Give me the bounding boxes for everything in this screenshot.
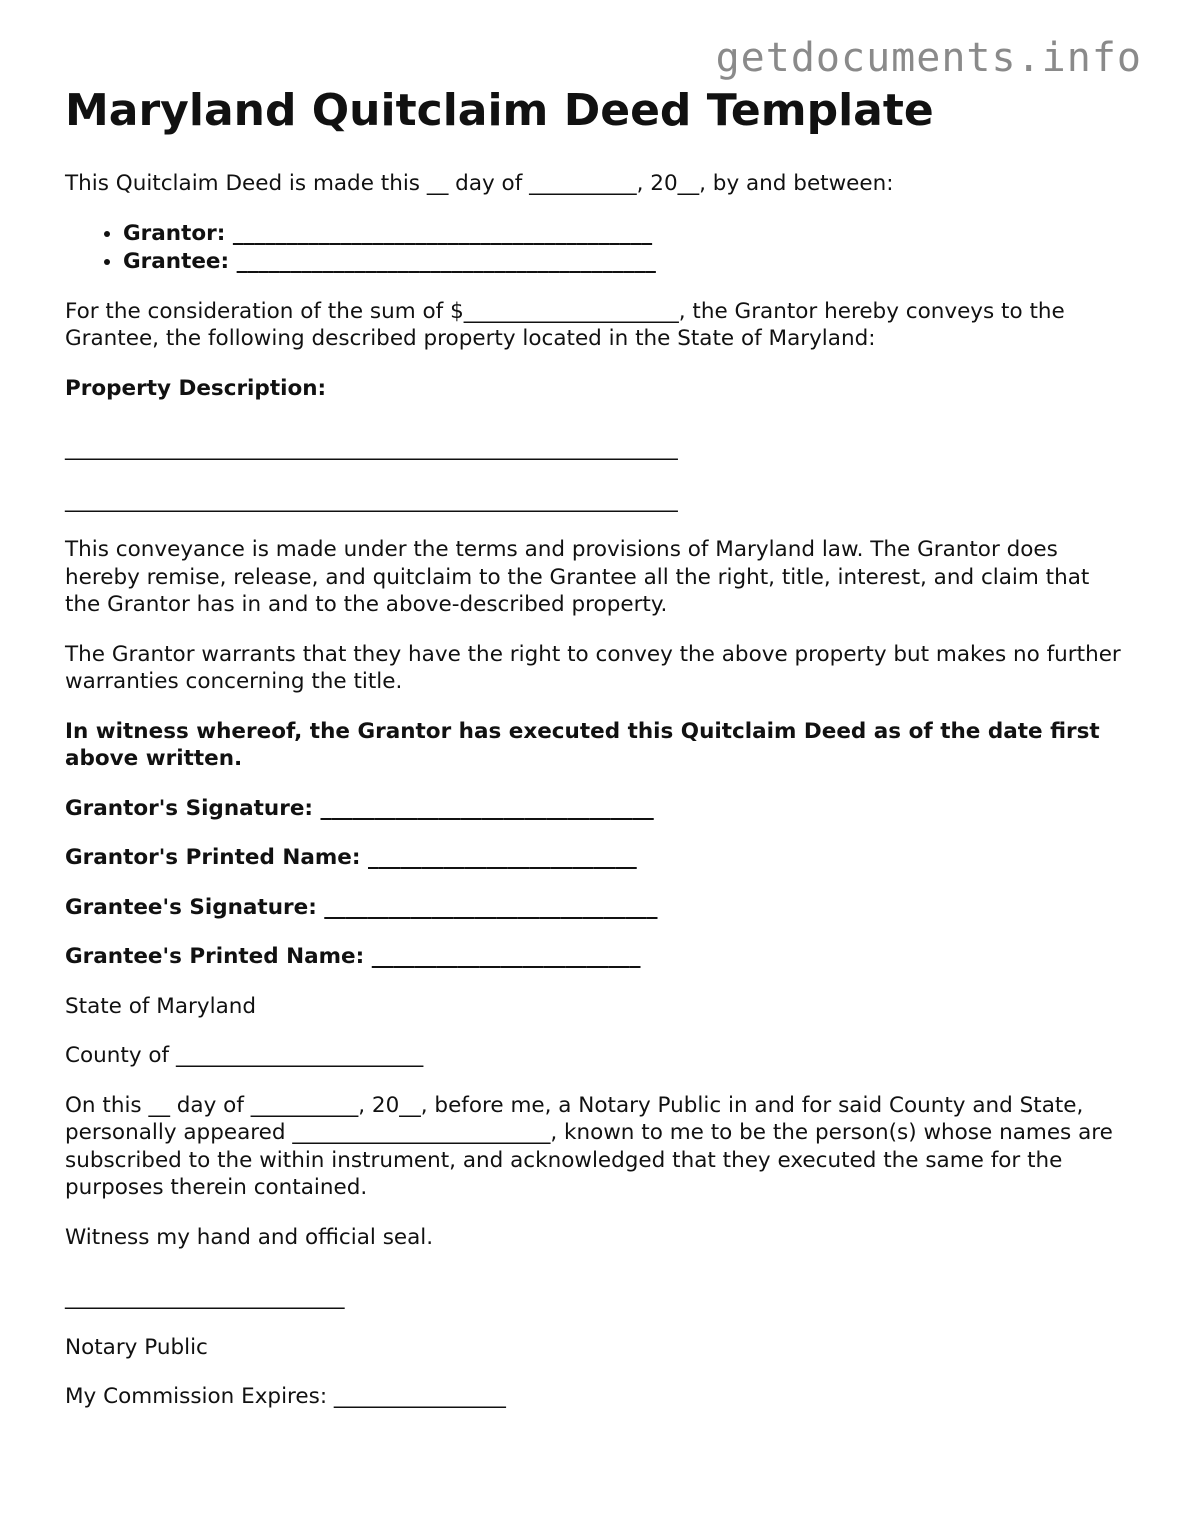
commission-expires-line: My Commission Expires: ________________ — [65, 1384, 506, 1409]
grantor-signature-line — [65, 795, 1125, 823]
property-line: _________________________________________________________ — [65, 487, 678, 513]
conveyance-paragraph: This conveyance is made under the terms and provisions of Maryland law. The Grantor does hereby remise, release, and quitclaim to the Grantee all the right, title, interest, and claim that the Grantor has in and to the above-described property. — [65, 537, 1090, 617]
list-item — [123, 248, 1125, 276]
notary-paragraph: On this __ day of __________, 20__, before me, a Notary Public in and for said County and State, personally appeared ________________________, known to me to be the person(s) whose names are subscribed to the within instrument, and acknowledged that they executed the same for the purposes therein contained. — [65, 1092, 1113, 1200]
parties-list — [65, 220, 1125, 276]
grantee-signature-label: Grantee's Signature: — [65, 894, 317, 920]
consideration-paragraph: For the consideration of the sum of $____________________, the Grantor hereby conveys to the Grantee, the following described property located in the State of Maryland: — [65, 298, 1065, 351]
grantor-label: Grantor: — [123, 220, 226, 246]
grantee-printed-name-label: Grantee's Printed Name: — [65, 944, 365, 969]
property-line: _________________________________________________________ — [65, 436, 678, 461]
intro-paragraph: This Quitclaim Deed is made this __ day of __________, 20__, by and between: — [65, 171, 894, 196]
list-item — [123, 220, 1125, 248]
grantor-printed-name-blank: _________________________ — [367, 845, 637, 870]
witness-hand-line: Witness my hand and official seal. — [65, 1224, 434, 1250]
grantee-printed-name-line — [65, 943, 1125, 971]
grantee-printed-name-blank: _________________________ — [371, 944, 641, 969]
grantor-signature-label: Grantor's Signature: — [65, 795, 314, 821]
state-line: State of Maryland — [65, 993, 257, 1019]
grantor-blank: _______________________________________ — [232, 220, 653, 246]
grantor-printed-name-label: Grantor's Printed Name: — [65, 845, 361, 870]
document-page — [65, 84, 1125, 1411]
county-line: County of _______________________ — [65, 1043, 424, 1068]
property-description-heading: Property Description: — [65, 375, 327, 401]
grantor-signature-blank: _______________________________ — [320, 795, 654, 821]
notary-public-label: Notary Public — [65, 1334, 208, 1360]
grantee-signature-line — [65, 894, 1125, 922]
notary-signature-line: __________________________ — [65, 1285, 345, 1310]
grantee-label: Grantee: — [123, 248, 230, 274]
page-title: Maryland Quitclaim Deed Template — [65, 85, 934, 136]
grantee-signature-blank: _______________________________ — [324, 894, 658, 920]
witness-statement: In witness whereof, the Grantor has executed this Quitclaim Deed as of the date first above written. — [65, 718, 1100, 771]
grantor-printed-name-line — [65, 844, 1125, 872]
grantee-blank: _______________________________________ — [236, 248, 656, 274]
watermark: getdocuments.info — [715, 35, 1142, 81]
warranty-paragraph: The Grantor warrants that they have the right to convey the above property but makes no further warranties concerning the title. — [65, 641, 1121, 694]
